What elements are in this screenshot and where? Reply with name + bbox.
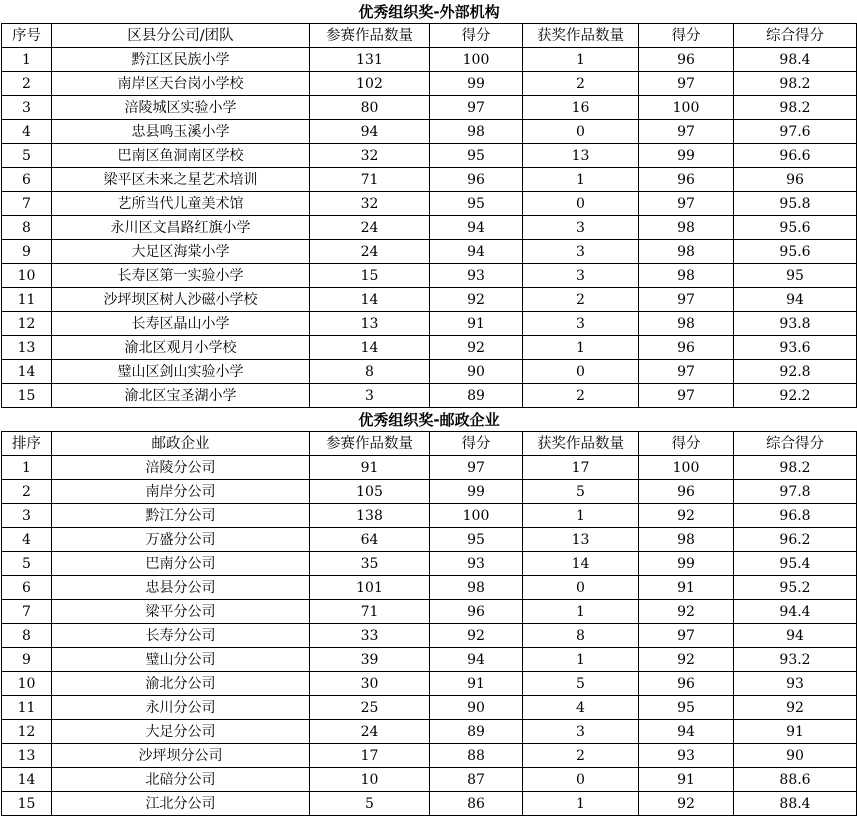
table-cell[interactable]: 10: [310, 768, 430, 792]
table-cell[interactable]: 93: [430, 264, 523, 288]
table-cell[interactable]: 5: [523, 480, 639, 504]
table-cell[interactable]: 93.6: [734, 336, 857, 360]
table-cell[interactable]: 0: [523, 192, 639, 216]
table-cell[interactable]: 91: [639, 768, 734, 792]
table-cell[interactable]: 71: [310, 168, 430, 192]
column-header[interactable]: 综合得分: [734, 24, 857, 48]
table-row: [2, 216, 857, 240]
table-cell[interactable]: 2: [523, 72, 639, 96]
table-cell[interactable]: 94: [430, 240, 523, 264]
table-cell[interactable]: 黔江区民族小学: [52, 48, 310, 72]
table-cell[interactable]: 渝北区观月小学校: [52, 336, 310, 360]
table-row: [2, 192, 857, 216]
table-cell[interactable]: 3: [523, 720, 639, 744]
table-cell[interactable]: 13: [310, 312, 430, 336]
table-cell[interactable]: 96.6: [734, 144, 857, 168]
table-cell[interactable]: 1: [523, 600, 639, 624]
section1-header-row: [2, 24, 857, 48]
table-cell[interactable]: 1: [523, 48, 639, 72]
table-row: [2, 144, 857, 168]
table-cell[interactable]: 95.6: [734, 240, 857, 264]
table-cell[interactable]: 96: [639, 48, 734, 72]
table-cell[interactable]: 93: [639, 744, 734, 768]
table-cell[interactable]: 94: [310, 120, 430, 144]
table-cell[interactable]: 96: [639, 336, 734, 360]
table-row: [2, 480, 857, 504]
table-cell[interactable]: 5: [2, 552, 52, 576]
table-cell[interactable]: 94.4: [734, 600, 857, 624]
table-cell[interactable]: 92: [639, 792, 734, 816]
table-cell[interactable]: 88: [430, 744, 523, 768]
table-row: [2, 600, 857, 624]
table-cell[interactable]: 8: [2, 624, 52, 648]
table-cell[interactable]: 17: [310, 744, 430, 768]
table-cell[interactable]: 7: [2, 600, 52, 624]
section1-title: 优秀组织奖-外部机构: [358, 3, 500, 21]
table-cell[interactable]: 92: [639, 504, 734, 528]
column-header[interactable]: 区县分公司/团队: [52, 24, 310, 48]
table-cell[interactable]: 1: [523, 504, 639, 528]
table-cell[interactable]: 64: [310, 528, 430, 552]
table-cell[interactable]: 100: [639, 96, 734, 120]
section2-title-row: [2, 408, 857, 432]
table-cell[interactable]: 92.2: [734, 384, 857, 408]
table-cell[interactable]: 94: [734, 288, 857, 312]
column-header[interactable]: 得分: [430, 24, 523, 48]
table-cell[interactable]: 96: [734, 168, 857, 192]
table-cell[interactable]: 13: [523, 528, 639, 552]
table-cell[interactable]: 3: [310, 384, 430, 408]
table-cell[interactable]: 98: [639, 240, 734, 264]
table-cell[interactable]: 8: [310, 360, 430, 384]
table-cell[interactable]: 渝北分公司: [52, 672, 310, 696]
table-cell[interactable]: 4: [2, 120, 52, 144]
table-cell[interactable]: 91: [734, 720, 857, 744]
table-row: [2, 240, 857, 264]
table-cell[interactable]: 巴南区鱼洞南区学校: [52, 144, 310, 168]
table-cell[interactable]: 永川分公司: [52, 696, 310, 720]
table-cell[interactable]: 99: [639, 144, 734, 168]
table-cell[interactable]: 96.2: [734, 528, 857, 552]
table-row: [2, 264, 857, 288]
column-header[interactable]: 获奖作品数量: [523, 432, 639, 456]
table-cell[interactable]: 97: [639, 360, 734, 384]
table-cell[interactable]: 99: [639, 552, 734, 576]
table-cell[interactable]: 97: [430, 96, 523, 120]
table-cell[interactable]: 92.8: [734, 360, 857, 384]
table-cell[interactable]: 87: [430, 768, 523, 792]
table-cell[interactable]: 99: [430, 72, 523, 96]
table-cell[interactable]: 大足区海棠小学: [52, 240, 310, 264]
table-cell[interactable]: 97.8: [734, 480, 857, 504]
table-row: [2, 624, 857, 648]
table-cell[interactable]: 涪陵城区实验小学: [52, 96, 310, 120]
table-cell[interactable]: 长寿区晶山小学: [52, 312, 310, 336]
table-cell[interactable]: 5: [310, 792, 430, 816]
table-cell[interactable]: 9: [2, 648, 52, 672]
table-cell[interactable]: 98.2: [734, 72, 857, 96]
table-cell[interactable]: 98.4: [734, 48, 857, 72]
table-cell[interactable]: 97: [639, 120, 734, 144]
table-cell[interactable]: 2: [2, 72, 52, 96]
column-header[interactable]: 获奖作品数量: [523, 24, 639, 48]
table-cell[interactable]: 24: [310, 216, 430, 240]
table-cell[interactable]: 江北分公司: [52, 792, 310, 816]
table-cell[interactable]: 32: [310, 144, 430, 168]
table-cell[interactable]: 1: [2, 456, 52, 480]
table-cell[interactable]: 1: [523, 336, 639, 360]
column-header[interactable]: 邮政企业: [52, 432, 310, 456]
section2-header-row: [2, 432, 857, 456]
table-cell[interactable]: 6: [2, 576, 52, 600]
table-cell[interactable]: 14: [2, 360, 52, 384]
table-cell[interactable]: 2: [523, 744, 639, 768]
table-cell[interactable]: 97.6: [734, 120, 857, 144]
table-row: [2, 792, 857, 816]
table-cell[interactable]: 3: [523, 264, 639, 288]
table-cell[interactable]: 131: [310, 48, 430, 72]
table-row: [2, 504, 857, 528]
table-cell[interactable]: 16: [523, 96, 639, 120]
table-cell[interactable]: 71: [310, 600, 430, 624]
column-header[interactable]: 序号: [2, 24, 52, 48]
table-cell[interactable]: 95.2: [734, 576, 857, 600]
table-cell[interactable]: 6: [2, 168, 52, 192]
table-cell[interactable]: 96: [639, 168, 734, 192]
table-cell[interactable]: 1: [523, 168, 639, 192]
table-cell[interactable]: 92: [430, 336, 523, 360]
table-cell[interactable]: 5: [523, 672, 639, 696]
table-cell[interactable]: 9: [2, 240, 52, 264]
table-cell[interactable]: 94: [734, 624, 857, 648]
table-cell[interactable]: 大足分公司: [52, 720, 310, 744]
table-cell[interactable]: 13: [523, 144, 639, 168]
table-cell[interactable]: 97: [639, 288, 734, 312]
table-row: [2, 648, 857, 672]
table-cell[interactable]: 95: [430, 528, 523, 552]
table-row: [2, 336, 857, 360]
column-header[interactable]: 参赛作品数量: [310, 432, 430, 456]
table-cell[interactable]: 89: [430, 720, 523, 744]
table-cell[interactable]: 0: [523, 120, 639, 144]
table-cell[interactable]: 95: [430, 192, 523, 216]
table-cell[interactable]: 97: [639, 384, 734, 408]
table-cell[interactable]: 95: [430, 144, 523, 168]
table-cell[interactable]: 2: [2, 480, 52, 504]
awards-table: [1, 0, 857, 816]
table-cell[interactable]: 91: [639, 576, 734, 600]
table-cell[interactable]: 长寿区第一实验小学: [52, 264, 310, 288]
table-cell[interactable]: 93: [734, 672, 857, 696]
table-cell[interactable]: 30: [310, 672, 430, 696]
table-row: [2, 168, 857, 192]
table-cell[interactable]: 12: [2, 720, 52, 744]
table-cell[interactable]: 11: [2, 696, 52, 720]
table-cell[interactable]: 95.4: [734, 552, 857, 576]
table-cell[interactable]: 2: [523, 288, 639, 312]
table-cell[interactable]: 1: [523, 792, 639, 816]
table-cell[interactable]: 10: [2, 264, 52, 288]
table-row: [2, 288, 857, 312]
table-cell[interactable]: 忠县分公司: [52, 576, 310, 600]
table-cell[interactable]: 14: [523, 552, 639, 576]
table-cell[interactable]: 4: [523, 696, 639, 720]
table-row: [2, 360, 857, 384]
table-row: [2, 528, 857, 552]
table-row: [2, 576, 857, 600]
table-row: [2, 744, 857, 768]
table-cell[interactable]: 92: [430, 624, 523, 648]
table-cell[interactable]: 96.8: [734, 504, 857, 528]
table-cell[interactable]: 32: [310, 192, 430, 216]
table-cell[interactable]: 涪陵分公司: [52, 456, 310, 480]
table-cell[interactable]: 渝北区宝圣湖小学: [52, 384, 310, 408]
table-cell[interactable]: 南岸分公司: [52, 480, 310, 504]
table-cell[interactable]: 102: [310, 72, 430, 96]
table-cell[interactable]: 93: [430, 552, 523, 576]
table-cell[interactable]: 95: [639, 696, 734, 720]
table-row: [2, 72, 857, 96]
table-cell[interactable]: 98: [639, 528, 734, 552]
table-cell[interactable]: 94: [430, 648, 523, 672]
table-cell[interactable]: 98.2: [734, 456, 857, 480]
table-row: [2, 768, 857, 792]
table-cell[interactable]: 梁平分公司: [52, 600, 310, 624]
table-cell[interactable]: 15: [310, 264, 430, 288]
table-cell[interactable]: 33: [310, 624, 430, 648]
table-cell[interactable]: 92: [430, 288, 523, 312]
table-cell[interactable]: 12: [2, 312, 52, 336]
table-row: [2, 552, 857, 576]
table-cell[interactable]: 璧山分公司: [52, 648, 310, 672]
table-cell[interactable]: 25: [310, 696, 430, 720]
table-row: [2, 720, 857, 744]
table-cell[interactable]: 南岸区天台岗小学校: [52, 72, 310, 96]
table-cell[interactable]: 96: [430, 600, 523, 624]
table-cell[interactable]: 1: [2, 48, 52, 72]
table-cell[interactable]: 梁平区未来之星艺术培训: [52, 168, 310, 192]
table-cell[interactable]: 8: [523, 624, 639, 648]
table-cell[interactable]: 95.6: [734, 216, 857, 240]
table-cell[interactable]: 艺所当代儿童美术馆: [52, 192, 310, 216]
table-cell[interactable]: 沙坪坝分公司: [52, 744, 310, 768]
table-cell[interactable]: 98: [639, 312, 734, 336]
table-cell[interactable]: 7: [2, 192, 52, 216]
table-cell[interactable]: 24: [310, 720, 430, 744]
table-cell[interactable]: 90: [734, 744, 857, 768]
table-cell[interactable]: 97: [639, 192, 734, 216]
table-cell[interactable]: 88.6: [734, 768, 857, 792]
table-cell[interactable]: 90: [430, 360, 523, 384]
table-row: [2, 48, 857, 72]
table-cell[interactable]: 92: [639, 600, 734, 624]
table-cell[interactable]: 4: [2, 528, 52, 552]
table-cell[interactable]: 96: [430, 168, 523, 192]
table-cell[interactable]: 14: [310, 336, 430, 360]
table-row: [2, 672, 857, 696]
table-cell[interactable]: 3: [2, 96, 52, 120]
table-cell[interactable]: 98: [639, 216, 734, 240]
table-row: [2, 384, 857, 408]
table-cell[interactable]: 0: [523, 768, 639, 792]
table-cell[interactable]: 13: [2, 744, 52, 768]
table-cell[interactable]: 94: [430, 216, 523, 240]
table-cell[interactable]: 100: [430, 504, 523, 528]
table-cell[interactable]: 永川区文昌路红旗小学: [52, 216, 310, 240]
table-cell[interactable]: 98: [639, 264, 734, 288]
table-cell[interactable]: 35: [310, 552, 430, 576]
table-cell[interactable]: 0: [523, 576, 639, 600]
table-cell[interactable]: 91: [430, 312, 523, 336]
table-row: [2, 696, 857, 720]
table-cell[interactable]: 92: [639, 648, 734, 672]
table-cell[interactable]: 86: [430, 792, 523, 816]
table-cell[interactable]: 105: [310, 480, 430, 504]
table-cell[interactable]: 96: [639, 672, 734, 696]
table-cell[interactable]: 3: [523, 240, 639, 264]
section2-title: 优秀组织奖-邮政企业: [358, 411, 500, 429]
table-cell[interactable]: 93.8: [734, 312, 857, 336]
table-row: [2, 120, 857, 144]
table-cell[interactable]: 99: [430, 480, 523, 504]
table-cell[interactable]: 长寿分公司: [52, 624, 310, 648]
table-cell[interactable]: 91: [310, 456, 430, 480]
table-cell[interactable]: 3: [2, 504, 52, 528]
table-cell[interactable]: 巴南分公司: [52, 552, 310, 576]
table-cell[interactable]: 88.4: [734, 792, 857, 816]
table-cell[interactable]: 98.2: [734, 96, 857, 120]
table-cell[interactable]: 璧山区剑山实验小学: [52, 360, 310, 384]
table-cell[interactable]: 15: [2, 792, 52, 816]
section1-title-row: [2, 0, 857, 24]
table-cell[interactable]: 17: [523, 456, 639, 480]
table-cell[interactable]: 39: [310, 648, 430, 672]
table-cell[interactable]: 2: [523, 384, 639, 408]
column-header[interactable]: 综合得分: [734, 432, 857, 456]
table-row: [2, 96, 857, 120]
table-cell[interactable]: 沙坪坝区树人沙磁小学校: [52, 288, 310, 312]
table-cell[interactable]: 96: [639, 480, 734, 504]
table-cell[interactable]: 89: [430, 384, 523, 408]
table-row: [2, 312, 857, 336]
table-cell[interactable]: 14: [2, 768, 52, 792]
table-cell[interactable]: 101: [310, 576, 430, 600]
table-cell[interactable]: 90: [430, 696, 523, 720]
table-cell[interactable]: 95.8: [734, 192, 857, 216]
table-cell[interactable]: 3: [523, 216, 639, 240]
table-cell[interactable]: 100: [430, 48, 523, 72]
table-cell[interactable]: 13: [2, 336, 52, 360]
column-header[interactable]: 得分: [430, 432, 523, 456]
table-cell[interactable]: 94: [639, 720, 734, 744]
table-cell[interactable]: 98: [430, 120, 523, 144]
table-cell[interactable]: 北碚分公司: [52, 768, 310, 792]
column-header[interactable]: 得分: [639, 24, 734, 48]
table-cell[interactable]: 1: [523, 648, 639, 672]
table-cell[interactable]: 95: [734, 264, 857, 288]
table-cell[interactable]: 100: [639, 456, 734, 480]
table-cell[interactable]: 万盛分公司: [52, 528, 310, 552]
table-cell[interactable]: 92: [734, 696, 857, 720]
table-cell[interactable]: 忠县鸣玉溪小学: [52, 120, 310, 144]
table-cell[interactable]: 11: [2, 288, 52, 312]
table-cell[interactable]: 24: [310, 240, 430, 264]
table-cell[interactable]: 14: [310, 288, 430, 312]
table-cell[interactable]: 97: [430, 456, 523, 480]
table-cell[interactable]: 97: [639, 72, 734, 96]
table-cell[interactable]: 10: [2, 672, 52, 696]
table-cell[interactable]: 97: [639, 624, 734, 648]
table-cell[interactable]: 黔江分公司: [52, 504, 310, 528]
table-row: [2, 456, 857, 480]
table-cell[interactable]: 93.2: [734, 648, 857, 672]
table-cell[interactable]: 0: [523, 360, 639, 384]
table-cell[interactable]: 138: [310, 504, 430, 528]
table-cell[interactable]: 15: [2, 384, 52, 408]
column-header[interactable]: 得分: [639, 432, 734, 456]
table-cell[interactable]: 91: [430, 672, 523, 696]
column-header[interactable]: 参赛作品数量: [310, 24, 430, 48]
table-cell[interactable]: 80: [310, 96, 430, 120]
column-header[interactable]: 排序: [2, 432, 52, 456]
table-cell[interactable]: 3: [523, 312, 639, 336]
table-cell[interactable]: 98: [430, 576, 523, 600]
table-cell[interactable]: 8: [2, 216, 52, 240]
table-cell[interactable]: 5: [2, 144, 52, 168]
